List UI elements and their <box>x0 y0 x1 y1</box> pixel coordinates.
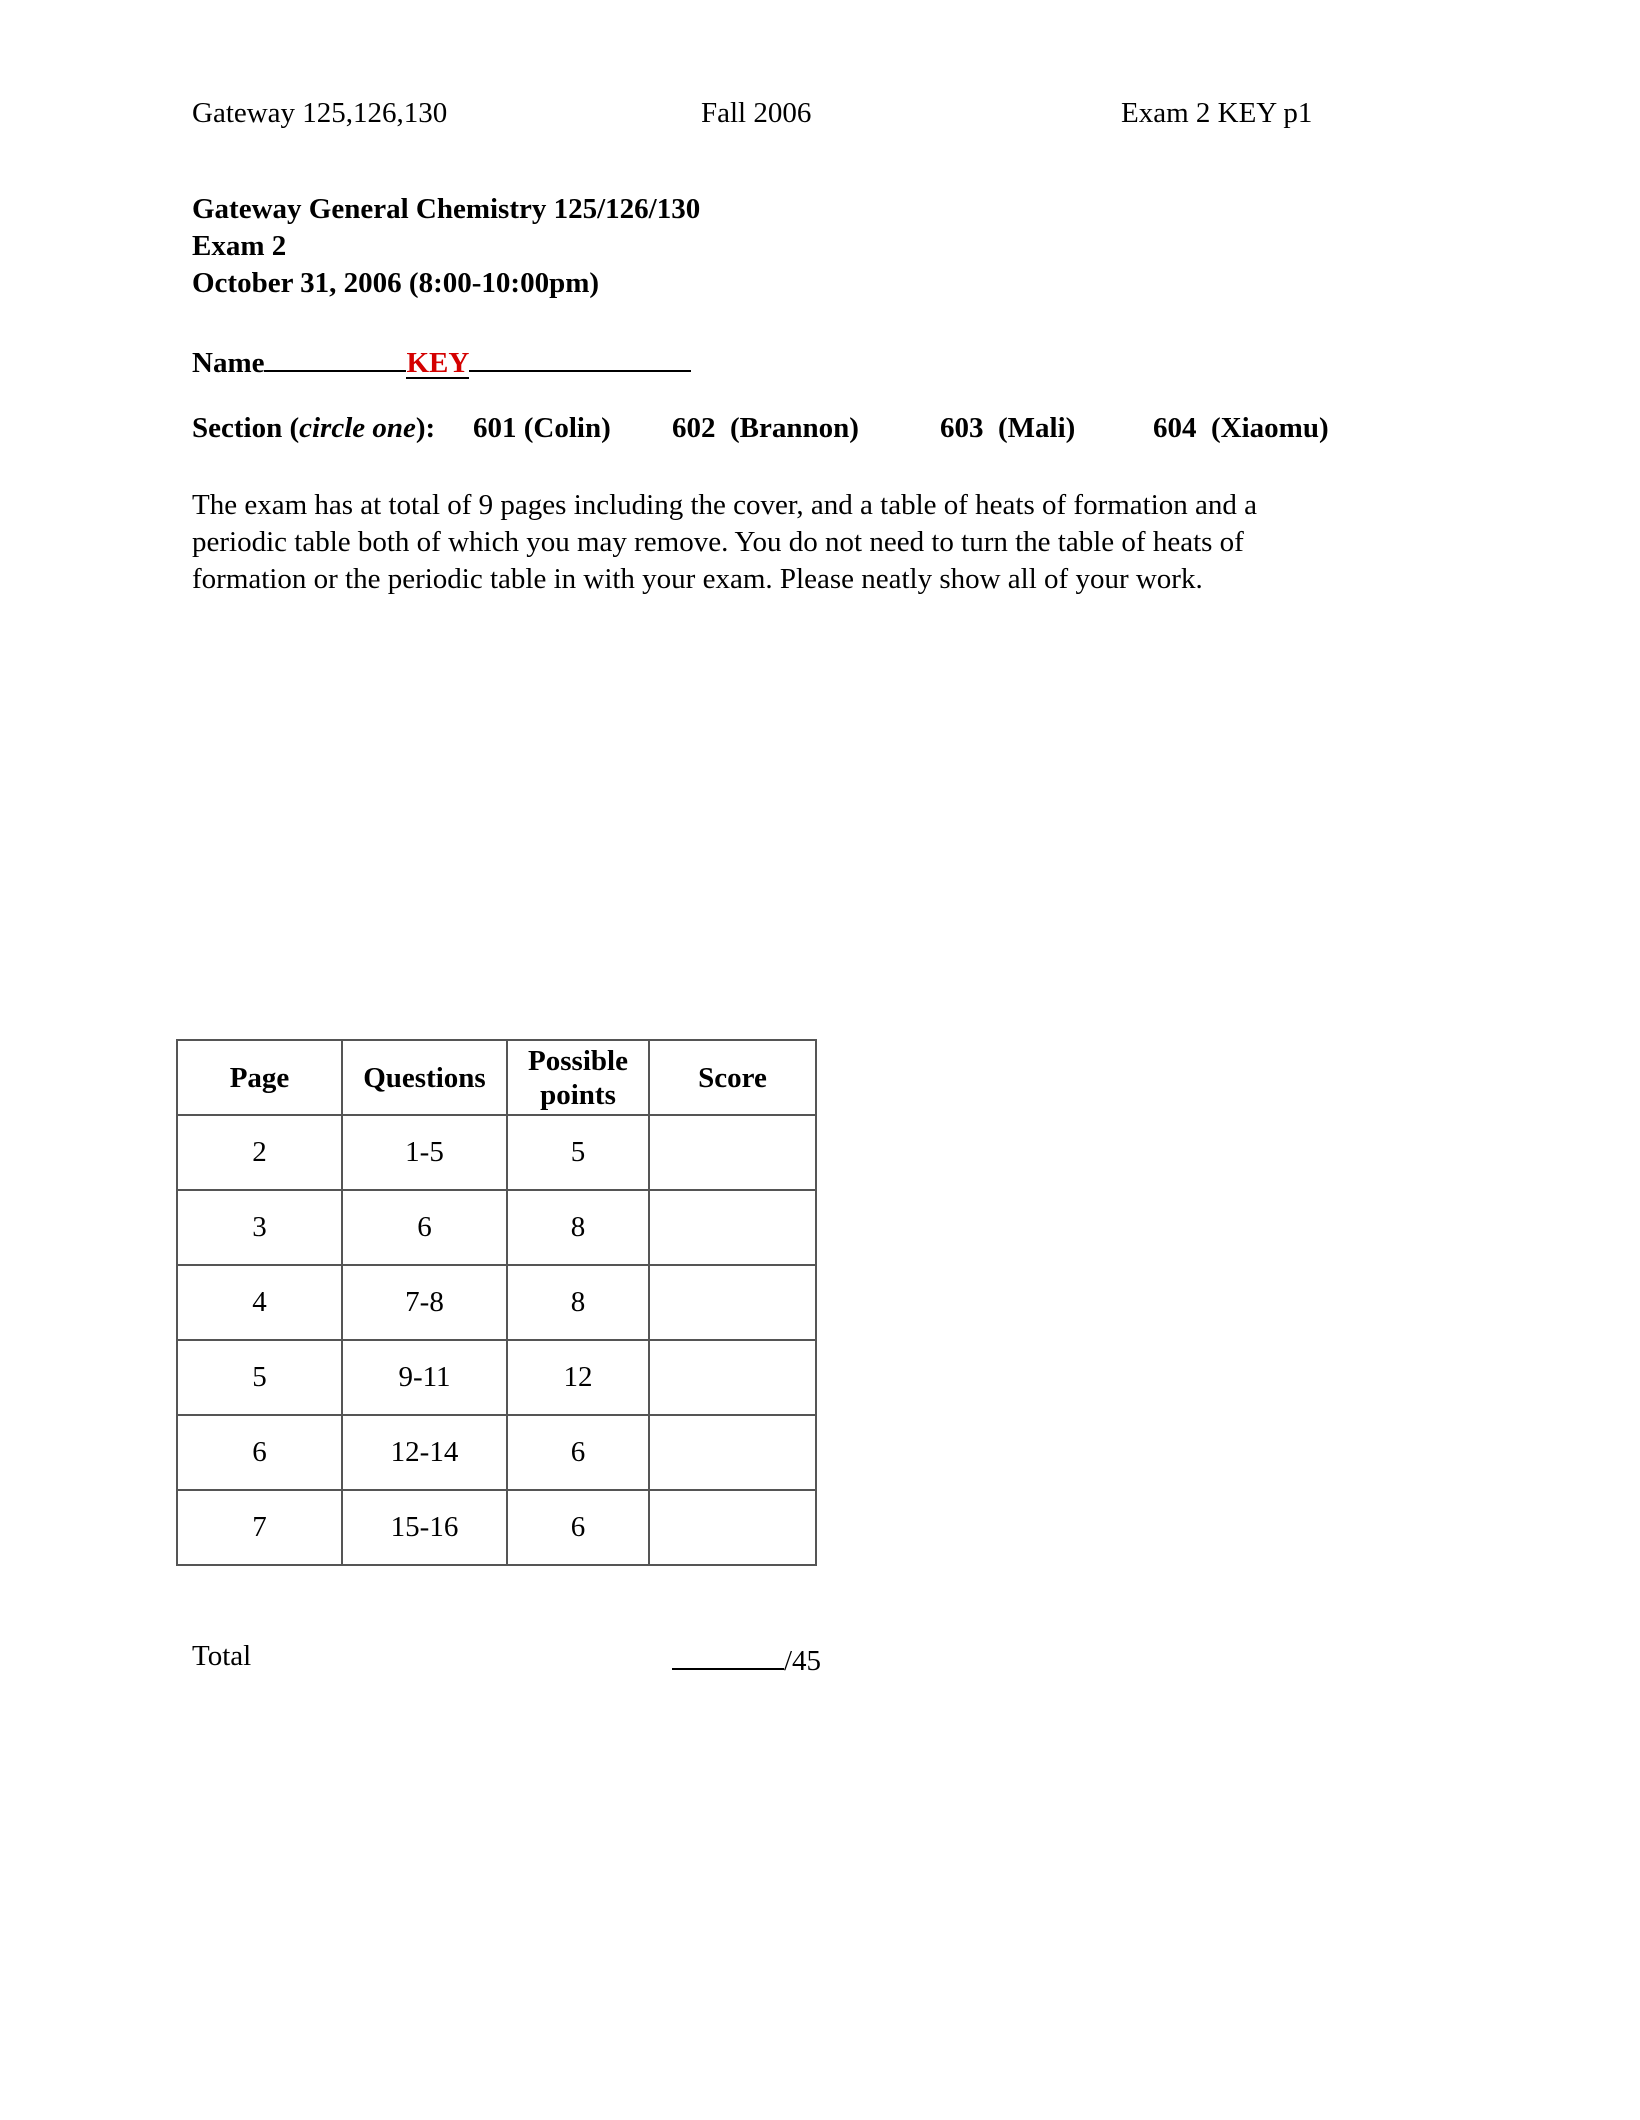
header-score: Score <box>649 1040 816 1115</box>
section-label-italic: circle one <box>299 412 416 444</box>
header-page-label: Exam 2 KEY p1 <box>1121 97 1313 129</box>
total-max: /45 <box>784 1645 822 1677</box>
cell-points: 8 <box>507 1190 649 1265</box>
cell-score <box>649 1190 816 1265</box>
name-value: KEY <box>406 347 470 379</box>
cell-questions: 15-16 <box>342 1490 507 1565</box>
total-blank-line <box>672 1640 784 1670</box>
header-course: Gateway 125,126,130 <box>192 97 448 129</box>
cell-page: 6 <box>177 1415 342 1490</box>
table-row <box>177 1415 816 1490</box>
cell-page: 4 <box>177 1265 342 1340</box>
table-row <box>177 1115 816 1190</box>
table-row <box>177 1490 816 1565</box>
section-option-601: 601 (Colin) <box>473 412 611 444</box>
cell-page: 5 <box>177 1340 342 1415</box>
cell-score <box>649 1415 816 1490</box>
header-possible-points: Possible points <box>507 1040 649 1115</box>
cell-questions: 7-8 <box>342 1265 507 1340</box>
cell-score <box>649 1340 816 1415</box>
cell-score <box>649 1115 816 1190</box>
cell-score <box>649 1490 816 1565</box>
cell-points: 8 <box>507 1265 649 1340</box>
header-questions: Questions <box>342 1040 507 1115</box>
cell-questions: 6 <box>342 1190 507 1265</box>
instructions-line-1: The exam has at total of 9 pages including the cover, and a table of heats of formation and a <box>192 489 1258 521</box>
instructions-line-3: formation or the periodic table in with your exam. Please neatly show all of your work. <box>192 563 1203 595</box>
cell-score <box>649 1265 816 1340</box>
table-row <box>177 1340 816 1415</box>
cell-page: 2 <box>177 1115 342 1190</box>
cell-page: 3 <box>177 1190 342 1265</box>
header-term: Fall 2006 <box>701 97 812 129</box>
section-option-603: 603 (Mali) <box>940 412 1076 444</box>
instructions-line-2: periodic table both of which you may remove. You do not need to turn the table of heats of <box>192 526 1244 558</box>
cell-points: 6 <box>507 1490 649 1565</box>
instructions <box>192 487 1392 598</box>
name-underline-left <box>264 340 406 372</box>
exam-date: October 31, 2006 (8:00-10:00pm) <box>192 267 600 299</box>
section-option-602: 602 (Brannon) <box>672 412 859 444</box>
table-row <box>177 1265 816 1340</box>
cell-points: 6 <box>507 1415 649 1490</box>
cell-points: 12 <box>507 1340 649 1415</box>
table-row <box>177 1190 816 1265</box>
name-underline-right <box>469 340 691 372</box>
header-page: Page <box>177 1040 342 1115</box>
name-label: Name <box>192 347 265 379</box>
cell-questions: 1-5 <box>342 1115 507 1190</box>
cell-points: 5 <box>507 1115 649 1190</box>
exam-number: Exam 2 <box>192 230 287 262</box>
section-option-604: 604 (Xiaomu) <box>1153 412 1329 444</box>
score-table-header-row <box>177 1040 816 1115</box>
exam-course-title: Gateway General Chemistry 125/126/130 <box>192 193 701 225</box>
cell-questions: 9-11 <box>342 1340 507 1415</box>
cell-questions: 12-14 <box>342 1415 507 1490</box>
cell-page: 7 <box>177 1490 342 1565</box>
section-label: Section (circle one): <box>192 412 436 444</box>
total-field <box>672 1640 821 1678</box>
name-field <box>192 340 691 380</box>
total-label: Total <box>192 1640 252 1672</box>
score-table <box>176 1039 817 1566</box>
